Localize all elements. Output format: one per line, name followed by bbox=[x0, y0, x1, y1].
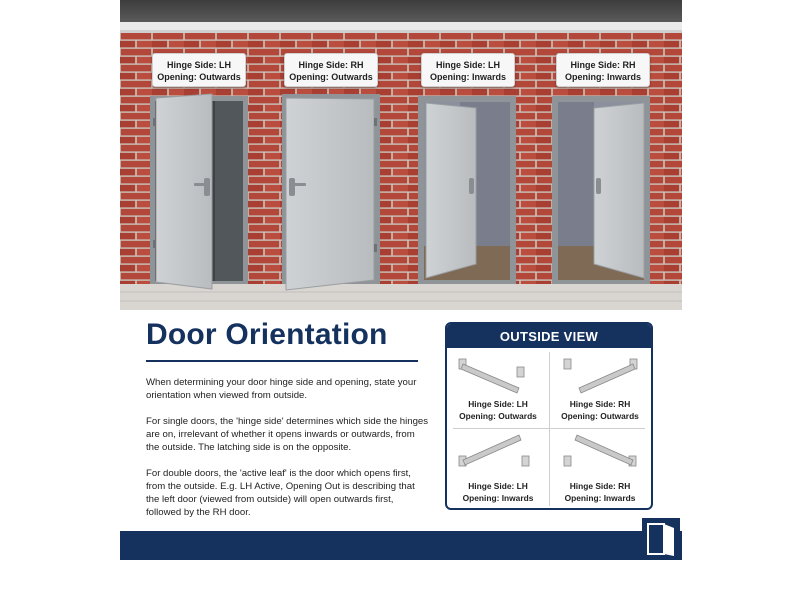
outside-view-diagram bbox=[445, 322, 653, 510]
rh-inwards-plan-icon bbox=[549, 430, 651, 476]
intro-paragraph: When determining your door hinge side and opening, state your orientation when viewed from outside. bbox=[146, 377, 417, 401]
diagram-cell-label: Hinge Side: RH Opening: Inwards bbox=[564, 481, 636, 503]
door-label-rh-inwards bbox=[556, 53, 650, 87]
lh-outwards-plan-icon bbox=[447, 350, 549, 396]
door-label-lh-outwards bbox=[152, 53, 246, 87]
footer-bar bbox=[120, 531, 682, 560]
door-scene-illustration bbox=[120, 0, 682, 310]
lh-inwards-plan-icon bbox=[447, 430, 549, 476]
diagram-cell-lh-outwards bbox=[447, 350, 549, 430]
double-doors-paragraph: For double doors, the 'active leaf' is the door which opens first, from the outside. E.g. LH Active, Opening Out is describing that the left door (viewed from outside) will open outwards first, followed by the RH door. bbox=[146, 468, 415, 518]
door-label-opening: Opening: Inwards bbox=[429, 72, 506, 82]
door-label-opening: Opening: Outwards bbox=[157, 72, 241, 82]
diagram-cell-label: Hinge Side: RH Opening: Outwards bbox=[561, 399, 639, 421]
diagram-cell-rh-outwards bbox=[549, 350, 651, 430]
diagram-title: OUTSIDE VIEW bbox=[447, 324, 651, 348]
door-label-opening: Opening: Inwards bbox=[564, 72, 641, 82]
diagram-cell-lh-inwards bbox=[447, 430, 549, 510]
diagram-cell-label: Hinge Side: LH Opening: Inwards bbox=[462, 481, 534, 503]
door-label-hinge: Hinge Side: LH bbox=[435, 60, 500, 70]
title-divider bbox=[146, 360, 418, 362]
door-logo-icon bbox=[642, 518, 680, 560]
rh-outwards-plan-icon bbox=[549, 350, 651, 396]
door-label-hinge: Hinge Side: RH bbox=[298, 60, 364, 70]
door-label-hinge: Hinge Side: RH bbox=[570, 60, 636, 70]
diagram-cell-label: Hinge Side: LH Opening: Outwards bbox=[459, 399, 537, 421]
page-title: Door Orientation bbox=[146, 318, 388, 351]
door-label-hinge: Hinge Side: LH bbox=[166, 60, 231, 70]
door-label-lh-inwards bbox=[421, 53, 515, 87]
single-doors-paragraph: For single doors, the 'hinge side' determines which side the hinges are on, irrelevant of whether it opens inwards or outwards, from the outside. The latching side is on the opposite. bbox=[146, 416, 429, 453]
door-label-rh-outwards bbox=[284, 53, 378, 87]
door-label-opening: Opening: Outwards bbox=[289, 72, 373, 82]
diagram-cell-rh-inwards bbox=[549, 430, 651, 510]
door-orientation-poster bbox=[120, 0, 682, 560]
